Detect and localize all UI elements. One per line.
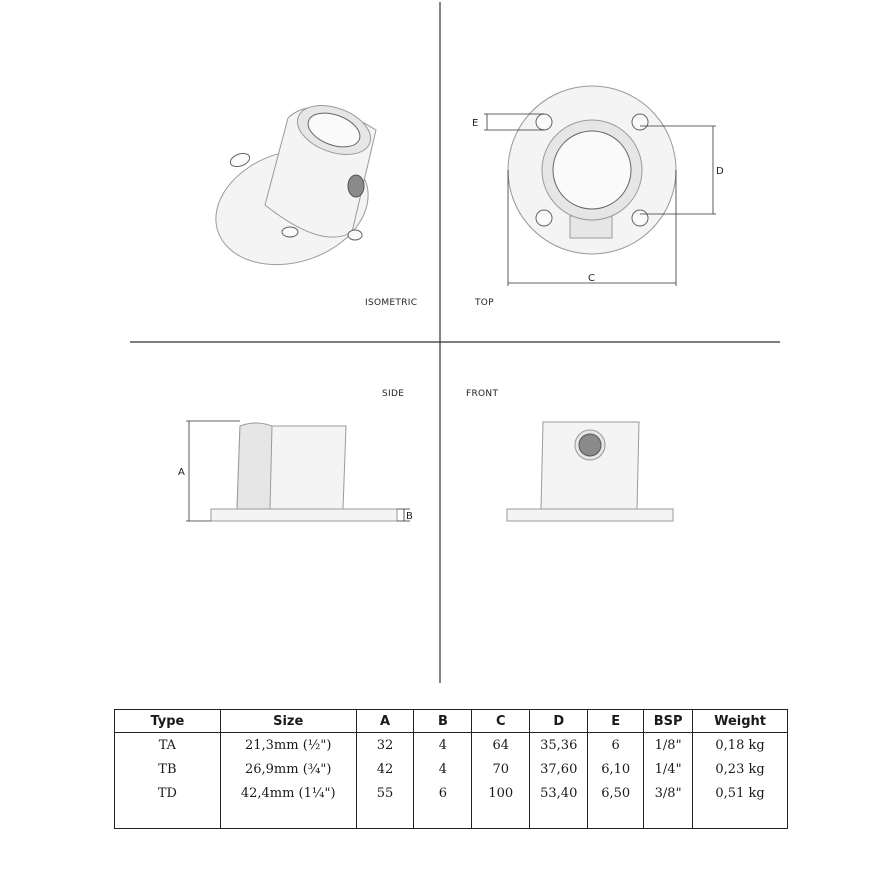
header-d: D: [530, 710, 588, 733]
header-a: A: [356, 710, 414, 733]
header-type: Type: [115, 710, 221, 733]
cell-type: TA: [158, 737, 177, 753]
cell-e: 6: [588, 733, 644, 758]
cell-c: 70: [472, 757, 530, 781]
cell-bsp: 1/4": [644, 757, 693, 781]
front-view: [507, 422, 673, 521]
cell-e: 6,50: [588, 781, 644, 805]
cell-a: 32: [356, 733, 414, 758]
cell-b: 4: [414, 757, 472, 781]
cell-d: 53,40: [530, 781, 588, 805]
dim-c-label: C: [588, 273, 595, 284]
table-row: [115, 781, 788, 805]
cell-type: TB: [158, 761, 177, 777]
cell-b: 6: [414, 781, 472, 805]
spec-table: [114, 709, 788, 829]
cell-b: 4: [414, 733, 472, 758]
table-header-row: [115, 710, 788, 733]
header-e: E: [588, 710, 644, 733]
front-label: FRONT: [466, 389, 499, 399]
cell-type: TD: [157, 785, 177, 801]
header-weight: Weight: [693, 710, 788, 733]
cell-weight: 0,51 kg: [693, 781, 788, 805]
table-row: [115, 757, 788, 781]
cell-bsp: 1/8": [644, 733, 693, 758]
cell-d: 37,60: [530, 757, 588, 781]
cell-size: 26,9mm (¾"): [220, 757, 356, 781]
cell-bsp: 3/8": [644, 781, 693, 805]
cell-size: 42,4mm (1¼"): [220, 781, 356, 805]
cell-c: 100: [472, 781, 530, 805]
cell-d: 35,36: [530, 733, 588, 758]
isometric-view: [201, 96, 383, 283]
side-view: [186, 421, 410, 521]
cell-c: 64: [472, 733, 530, 758]
top-label: TOP: [475, 298, 494, 308]
header-b: B: [414, 710, 472, 733]
header-size: Size: [220, 710, 356, 733]
cell-e: 6,10: [588, 757, 644, 781]
isometric-label: ISOMETRIC: [365, 298, 418, 308]
dim-a-label: A: [178, 467, 185, 478]
cell-a: 55: [356, 781, 414, 805]
cell-a: 42: [356, 757, 414, 781]
dim-e-label: E: [472, 118, 479, 129]
header-c: C: [472, 710, 530, 733]
top-view: [484, 86, 716, 286]
dim-d-label: D: [716, 166, 724, 177]
dim-b-label: B: [406, 511, 413, 522]
side-label: SIDE: [382, 389, 405, 399]
cell-size: 21,3mm (½"): [220, 733, 356, 758]
cell-weight: 0,18 kg: [693, 733, 788, 758]
cell-weight: 0,23 kg: [693, 757, 788, 781]
table-row: [115, 733, 788, 758]
table-empty-row: [115, 805, 788, 829]
header-bsp: BSP: [644, 710, 693, 733]
